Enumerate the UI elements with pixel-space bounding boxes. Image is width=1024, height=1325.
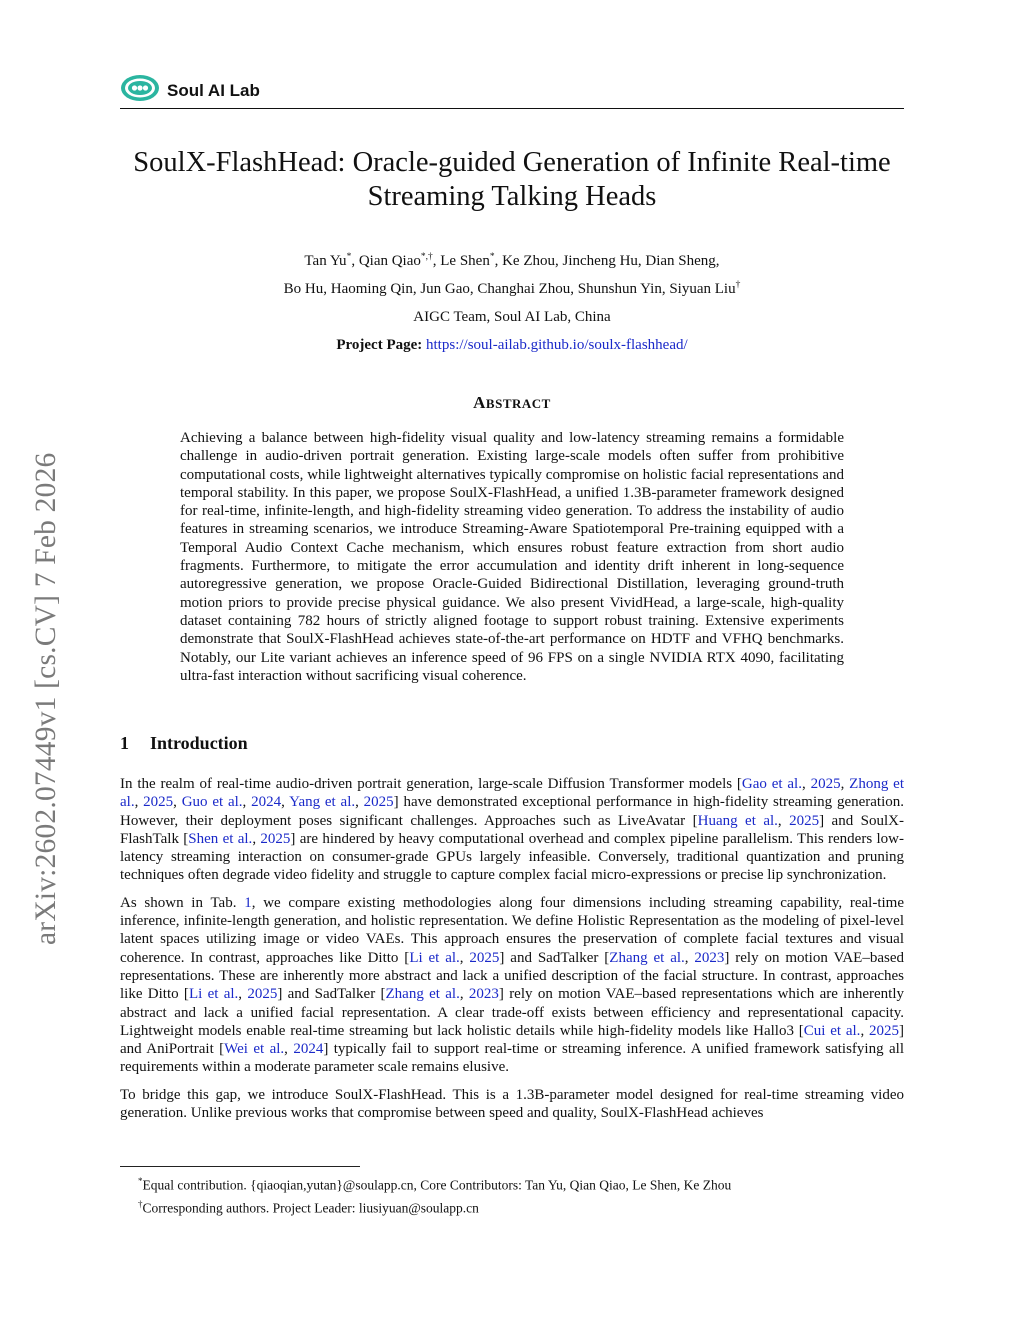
footnote-mark: † bbox=[138, 1198, 143, 1209]
author-line-1 bbox=[120, 247, 904, 275]
citation-link[interactable]: 2025 bbox=[363, 794, 394, 811]
citation-link[interactable]: 2025 bbox=[810, 776, 841, 792]
citation-link[interactable]: Li et al. bbox=[409, 949, 460, 966]
author-name: , Qian Qiao bbox=[351, 253, 421, 269]
author-mark: *,† bbox=[420, 252, 433, 262]
author-name: Tan Yu bbox=[304, 253, 347, 269]
project-page-label: Project Page: bbox=[336, 337, 423, 353]
author-name: , Ke Zhou, Jincheng Hu, Dian Sheng, bbox=[494, 253, 720, 269]
footnote-text: Corresponding authors. Project Leader: liusiyuan@soulapp.cn bbox=[142, 1200, 479, 1215]
citation-link[interactable]: 2024 bbox=[293, 1041, 324, 1058]
author-mark: † bbox=[735, 280, 741, 290]
citation-link[interactable]: 2025 bbox=[789, 812, 820, 829]
citation-link[interactable]: Cui et al. bbox=[803, 1022, 861, 1039]
section-title: Introduction bbox=[150, 733, 248, 753]
abstract-heading bbox=[120, 393, 904, 413]
author-names: Bo Hu, Haoming Qin, Jun Gao, Changhai Zhou, Shunshun Yin, Siyuan Liu bbox=[283, 281, 736, 297]
paragraph: To bridge this gap, we introduce SoulX-FlashHead. This is a 1.3B-parameter model designed for real-time streaming video generation. Unlike previous works that compromise between speed and quality, SoulX-FlashHead achieves bbox=[120, 1086, 904, 1122]
citation-link[interactable]: Wei et al. bbox=[224, 1041, 285, 1058]
soul-ai-lab-logo-icon bbox=[120, 74, 160, 102]
citation-link[interactable]: Huang et al. bbox=[697, 812, 778, 829]
abstract-heading-rest: BSTRACT bbox=[485, 396, 551, 411]
citation-link[interactable]: 2025 bbox=[247, 986, 278, 1003]
lab-name: Soul AI Lab bbox=[167, 81, 260, 100]
project-page-link[interactable]: https://soul-ailab.github.io/soulx-flashhead/ bbox=[426, 337, 688, 353]
author-name: , Le Shen bbox=[432, 253, 490, 269]
section-number: 1 bbox=[120, 733, 129, 753]
footnote bbox=[120, 1195, 904, 1218]
citation-link[interactable]: 2025 bbox=[469, 949, 500, 966]
footnote-text: Equal contribution. {qiaoqian,yutan}@soulapp.cn, Core Contributors: Tan Yu, Qian Qiao, Le Shen, Ke Zhou bbox=[142, 1177, 732, 1193]
citation-link[interactable]: Yang et al. bbox=[289, 794, 356, 811]
citation-link[interactable]: Shen et al. bbox=[188, 830, 253, 847]
citation-link[interactable]: Zhang et al. bbox=[609, 949, 685, 966]
citation-link[interactable]: 2025 bbox=[869, 1022, 899, 1039]
citation-link[interactable]: 2023 bbox=[694, 949, 725, 966]
introduction-body bbox=[120, 775, 904, 1131]
footnotes bbox=[120, 1172, 904, 1217]
citation-link[interactable]: 2024 bbox=[251, 794, 282, 811]
title-line-1: SoulX-FlashHead: Oracle-guided Generation of Infinite Real-time bbox=[133, 147, 891, 178]
abstract-text: Achieving a balance between high-fidelity visual quality and low-latency streaming remains a formidable challenge in audio-driven portrait generation. Existing large-scale models often suffer from prohibitive computational costs, while lightweight alternatives typically compromise on holistic facial representations and temporal stability. In this paper, we propose SoulX-FlashHead, a unified 1.3B-parameter framework designed for real-time, infinite-length, and high-fidelity streaming video generation. To address the instability of audio features in streaming scenarios, we introduce Streaming-Aware Spatiotemporal Pre-training equipped with a Temporal Audio Context Cache mechanism, which ensures robust feature extraction from short audio fragments. Furthermore, to mitigate the error accumulation and identity drift inherent in long-sequence autoregressive generation, we propose Oracle-Guided Bidirectional Distillation, leveraging ground-truth motion priors to provide precise physical guidance. We also present VividHead, a large-scale, high-quality dataset containing 782 hours of strictly aligned footage to support robust training. Extensive experiments demonstrate that SoulX-FlashHead achieves state-of-the-art performance on HDTF and VFHQ benchmarks. Notably, our Lite variant achieves an inference speed of 96 FPS on a single NVIDIA RTX 4090, facilitating ultra-fast interaction without sacrificing visual coherence. bbox=[180, 430, 844, 684]
citation-link[interactable]: 2025 bbox=[260, 830, 291, 847]
author-mark: * bbox=[346, 252, 352, 262]
author-block bbox=[120, 247, 904, 359]
footnote bbox=[120, 1172, 904, 1195]
citation-link[interactable]: 2023 bbox=[468, 986, 499, 1003]
abstract-heading-initial: A bbox=[473, 393, 486, 412]
citation-link[interactable]: Zhang et al. bbox=[385, 986, 460, 1003]
author-line-2 bbox=[120, 275, 904, 303]
affiliation: AIGC Team, Soul AI Lab, China bbox=[413, 309, 611, 325]
page-header bbox=[120, 72, 904, 109]
project-page bbox=[120, 331, 904, 359]
citation-link[interactable]: Gao et al. bbox=[741, 776, 802, 792]
footnote-divider bbox=[120, 1166, 360, 1167]
paper-title bbox=[110, 146, 914, 214]
citation-link[interactable]: Li et al. bbox=[188, 986, 239, 1003]
citation-link[interactable]: Zhong et al. bbox=[120, 776, 904, 811]
section-heading bbox=[120, 733, 248, 754]
citation-link[interactable]: 2025 bbox=[143, 794, 174, 811]
footnote-mark: * bbox=[138, 1176, 143, 1186]
table-reference-link[interactable]: 1 bbox=[244, 894, 252, 911]
paragraph: As shown in Tab. 1, we compare existing methodologies along four dimensions including streaming capability, real-time inference, infinite-length generation, and holistic representation. We define Holistic Representation as the modeling of pixel-level latent spaces utilizing image or video VAEs. This approach ensures the preservation of complete facial textures and visual coherence. In contrast, approaches like Ditto [Li et al., 2025] and SadTalker [Zhang et al., 2023] rely on motion VAE–based representations. These are inherently more abstract and lack a unified description of the facial structure. In contrast, approaches like Ditto [Li et al., 2025] and SadTalker [Zhang et al., 2023] rely on motion VAE–based representations which are inherently abstract and lack a unified facial representation. A clear trade-off exists between efficiency and representational capacity. Lightweight models enable real-time streaming but lack holistic details while high-fidelity models like Hallo3 [Cui et al., 2025] and AniPortrait [Wei et al., 2024] typically fail to support real-time or streaming inference. A unified framework satisfying all requirements within a moderate parameter scale remains elusive. bbox=[120, 894, 904, 1076]
paragraph: In the realm of real-time audio-driven portrait generation, large-scale Diffusion Transformer models [Gao et al., 2025, Zhong et al., 2025, Guo et al., 2024, Yang et al., 2025] have demonstrated exceptional performance in high-fidelity streaming generation. However, their deployment poses significant challenges. Approaches such as LiveAvatar [Huang et al., 2025] and SoulX-FlashTalk [Shen et al., 2025] are hindered by heavy computational overhead and complex pipeline parallelism. This renders low-latency streaming interaction on consumer-grade GPUs largely infeasible. Conversely, traditional quantization and pruning techniques often degrade video fidelity and struggle to capture complex facial micro-expressions or precise lip synchronization. bbox=[120, 776, 905, 884]
arxiv-identifier: arXiv:2602.07449v1 [cs.CV] 7 Feb 2026 bbox=[30, 452, 62, 945]
author-mark: * bbox=[489, 252, 495, 262]
title-line-2: Streaming Talking Heads bbox=[367, 181, 657, 212]
citation-link[interactable]: Guo et al. bbox=[181, 794, 243, 811]
